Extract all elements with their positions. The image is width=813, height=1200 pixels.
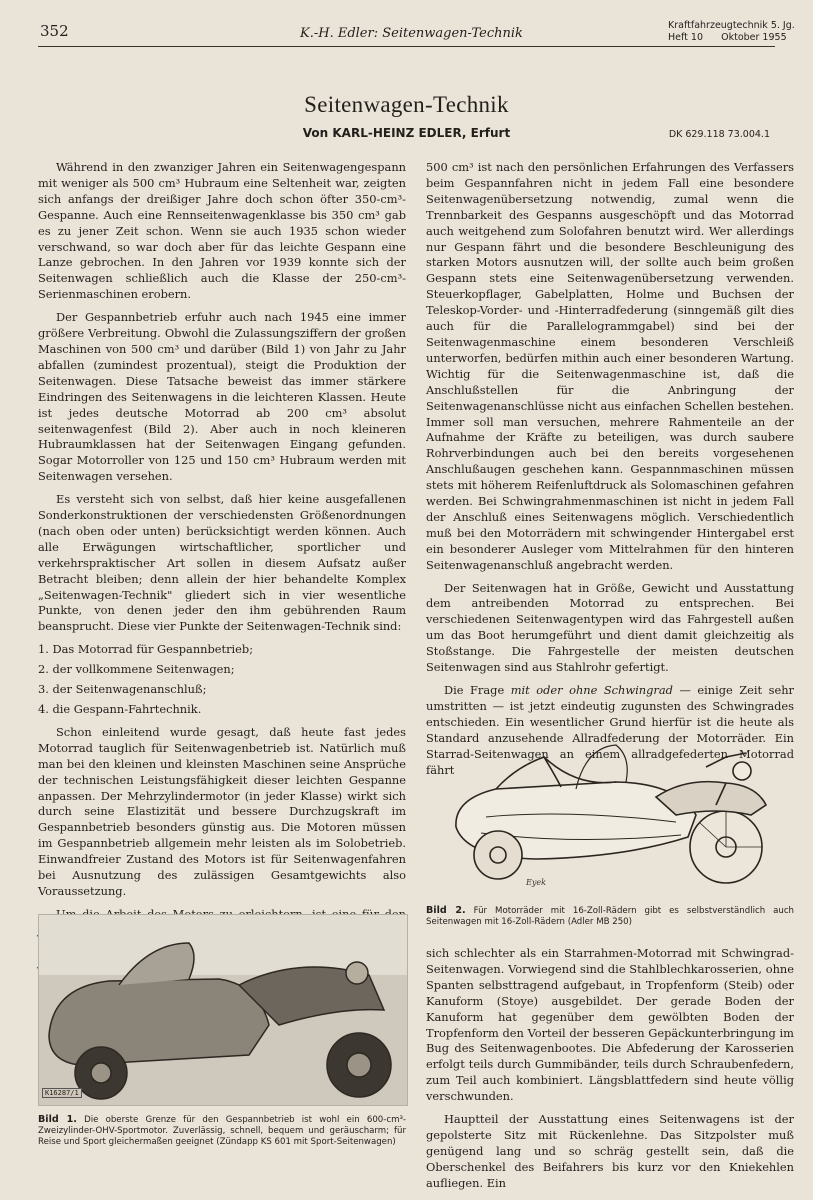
journal-info: [668, 20, 795, 44]
paragraph: Der Seitenwagen hat in Größe, Gewicht und Ausstattung dem antreibenden Motorrad zu entsprechen. Bei verschiedenen Seitenwagentypen wird das Fahrgestell außen um das Boot herumgeführt und dient damit gleichzeitig als Stoßstange. Die Fahrgestelle der meisten deutschen Seitenwagen sind aus Stahlrohr gefertigt.: [426, 580, 794, 675]
column-left: [38, 160, 406, 978]
figure-2-drawing: [426, 727, 794, 899]
paragraph: sich schlechter als ein Starrahmen-Motorrad mit Schwingrad-Seitenwagen. Vorwiegend sind die Stahlblechkarosserien, ohne Spanten selbsttragend aufgebaut, in Tropfenform (Steib) oder Kanuform (Stoye) ausgebildet. Der gerade Boden der Kanuform hat gegenüber dem gewölbten Boden der Tropfenform den Vorteil der besseren Gepäckunterbringung im Bug des Seitenwagenbootes. Die Abfederung der Karosserien erfolgt teils durch Gummibänder, teils durch Schraubenfedern, zum Teil auch kombiniert. Längsblattfedern sind heute völlig verschwunden.: [426, 946, 794, 1104]
figure-1-label: Bild 1.: [38, 1114, 77, 1125]
list-item: 1. Das Motorrad für Gespannbetrieb;: [38, 642, 254, 657]
figure-1-caption: [38, 1114, 406, 1148]
figure-2-text: Für Motorräder mit 16-Zoll-Rädern gibt es selbstverständlich auch Seitenwagen mit 16-Zoll-Rädern (Adler MB 250): [426, 906, 795, 927]
header-rule: [38, 46, 775, 47]
journal-volume: Kraftfahrzeugtechnik 5. Jg.: [668, 20, 795, 31]
paragraph: Die Frage mit oder ohne Schwingrad — einige Zeit sehr umstritten — ist jetzt eindeutig zugunsten des Schwingrades entschieden. Ein wesentlicher Grund hierfür ist die heute als Standard anzusehende Allradfederung der Motorräder. Ein Starrad-Seitenwagen an einem allradgefederten Motorrad fährt: [426, 683, 794, 777]
dk-classification: DK 629.118 73.004.1: [668, 129, 770, 140]
list-item: 4. die Gespann-Fahrtechnik.: [38, 702, 202, 716]
figure-1-text: Die oberste Grenze für den Gespannbetrieb ist wohl ein 600-cm³-Zweizylinder-OHV-Sportmotor. Zuverlässig, schnell, bequem und geräuscharm; für Reise und Sport gleichermaßen geeignet (Zündapp KS 601 mit Sport-Seitenwagen): [38, 1115, 406, 1147]
sidecar-drawing-icon: [426, 727, 794, 899]
list-item: 2. der vollkommene Seitenwagen;: [38, 662, 235, 677]
page-number: 352: [40, 22, 69, 40]
paragraph: Während in den zwanziger Jahren ein Seitenwagengespann mit weniger als 500 cm³ Hubraum eine Seltenheit war, zeigten sich anfangs der dreißiger Jahre doch schon öfter 350-cm³-Gespanne. Auch eine Rennseitenwagenklasse bis 350 cm³ gab es zu jener Zeit schon. Wenn sie auch 1935 schon wieder verschwand, so war doch aber für das leichte Gespann eine Lanze gebrochen. In den Jahren vor 1939 konnte sich der Seitenwagen schließlich auch die Klasse der 250-cm³-Serienmaschinen erobern.: [38, 160, 406, 302]
paragraph: Schon einleitend wurde gesagt, daß heute fast jedes Motorrad tauglich für Seitenwagenbetrieb ist. Natürlich muß man bei den kleinen und kleinsten Maschinen seine Ansprüche der technischen Leistungsfähigkeit dieser leichten Gespanne anpassen. Der Mehrzylindermotor (in jeder Klasse) wirkt sich durch seine Elastizität und bessere Durchzugskraft im Gespannbetrieb besonders günstig aus. Die Motoren müssen im Gespannbetrieb allgemein mehr leisten als im Solobetrieb. Einwandfreier Zustand des Motors ist für Seitenwagenfahren bei Ausnutzung des zulässigen Gesamtgewichts also Voraussetzung.: [38, 724, 406, 898]
paragraph: Hauptteil der Ausstattung eines Seitenwagens ist der gepolsterte Sitz mit Rückenlehne. Das Sitzpolster muß genügend lang und so schräg gestellt sein, daß die Oberschenkel des Beifahrers bis kurz vor den Kniekehlen aufliegen. Ein: [426, 1112, 794, 1190]
journal-issue: Heft 10 Oktober 1955: [668, 32, 787, 43]
svg-text:Eyek: Eyek: [526, 878, 546, 887]
paragraph: 500 cm³ ist nach den persönlichen Erfahrungen des Verfassers beim Gespannfahren nicht in jedem Fall eine besondere Seitenwagenübersetzung notwendig, zumal wenn die Trennbarkeit des Gespanns ausgeschöpft und das Motorrad auch weitgehend zum Solofahren benutzt wird. Wer allerdings nur Gespann fährt und die besondere Beschleunigung des starken Motors ausnutzen will, der sollte auch beim großen Gespann stets eine Seitenwagenübersetzung verwenden. Steuerkopflager, Gabelplatten, Holme und Buchsen der Teleskop-Vorder- und -Hinterradfederung (sinngemäß gilt dies auch für die Parallelogrammgabel) sind bei der Seitenwagenmaschine einem besonderen Verschleiß unterworfen, bedürfen mithin auch einer besonderen Wartung. Wichtig für die Seitenwagenmaschine ist, daß die Anschlußstellen für die Anbringung der Seitenwagenanschlüsse nicht aus einfachen Schellen bestehen. Immer soll man versuchen, mehrere Rahmenteile an der Aufnahme der Kräfte zu beteiligen, was durch saubere Rohrverbindungen auch bei den bereits vorgesehenen Anschlußaugen geschehen kann. Gespannmaschinen müssen stets mit höherem Reifenluftdruck als Solomaschinen gefahren werden. Bei Schwingrahmenmaschinen ist nicht in jedem Fall der Anschluß eines Seitenwagens möglich. Verschiedentlich muß bei den Motorrädern mit schwingender Hintergabel erst ein besonderer Ausleger vom Mittelrahmen für den hinteren Seitenwagenanschluß angebracht werden.: [426, 160, 794, 572]
column-right: [426, 160, 794, 785]
figure-2-caption: [426, 905, 794, 928]
paragraph: Der Gespannbetrieb erfuhr auch nach 1945 eine immer größere Verbreitung. Obwohl die Zulassungsziffern der großen Maschinen von 500 cm³ und darüber (Bild 1) von Jahr zu Jahr abfallen (zumindest prozentual), steigt die Produktion der Seitenwagen. Diese Tatsache beweist das immer stärkere Eindringen des Seitenwagens in die leichteren Klassen. Heute ist jedes deutsche Motorrad ab 200 cm³ absolut seitenwagenfest (Bild 2). Aber auch in noch kleineren Hubraumklassen hat der Seitenwagen Eingang gefunden. Sogar Motorroller von 125 und 150 cm³ Hubraum werden mit Seitenwagen versehen.: [38, 310, 406, 484]
figure-1-photo: [38, 914, 408, 1106]
column-right-lower: [426, 946, 794, 1199]
list-item: 3. der Seitenwagenanschluß;: [38, 682, 207, 697]
running-title: K.-H. Edler: Seitenwagen-Technik: [300, 26, 523, 41]
photo-stamp: K16287/1: [42, 1088, 82, 1098]
article-title: Seitenwagen-Technik: [304, 92, 509, 117]
article-byline: Von KARL-HEINZ EDLER, Erfurt: [302, 126, 511, 140]
topic-list: [38, 642, 406, 718]
figure-2-label: Bild 2.: [426, 905, 466, 916]
paragraph: Es versteht sich von selbst, daß hier keine ausgefallenen Sonderkonstruktionen der verschiedensten Größenordnungen (nach oben oder unten) berücksichtigt werden können. Auch alle Erwägungen wirtschaftlicher, sportlicher und verkehrspraktischer Art sollen in diesem Aufsatz außer Betracht bleiben; denn allein der hier behandelte Komplex „Seitenwagen-Technik" gliedert sich in vier wesentliche Punkte, von denen jeder den ihm gebührenden Raum beansprucht. Diese vier Punkte der Seitenwagen-Technik sind:: [38, 492, 406, 634]
emphasis: mit oder ohne Schwingrad: [510, 683, 673, 697]
motorcycle-photo-icon: [39, 915, 407, 1105]
